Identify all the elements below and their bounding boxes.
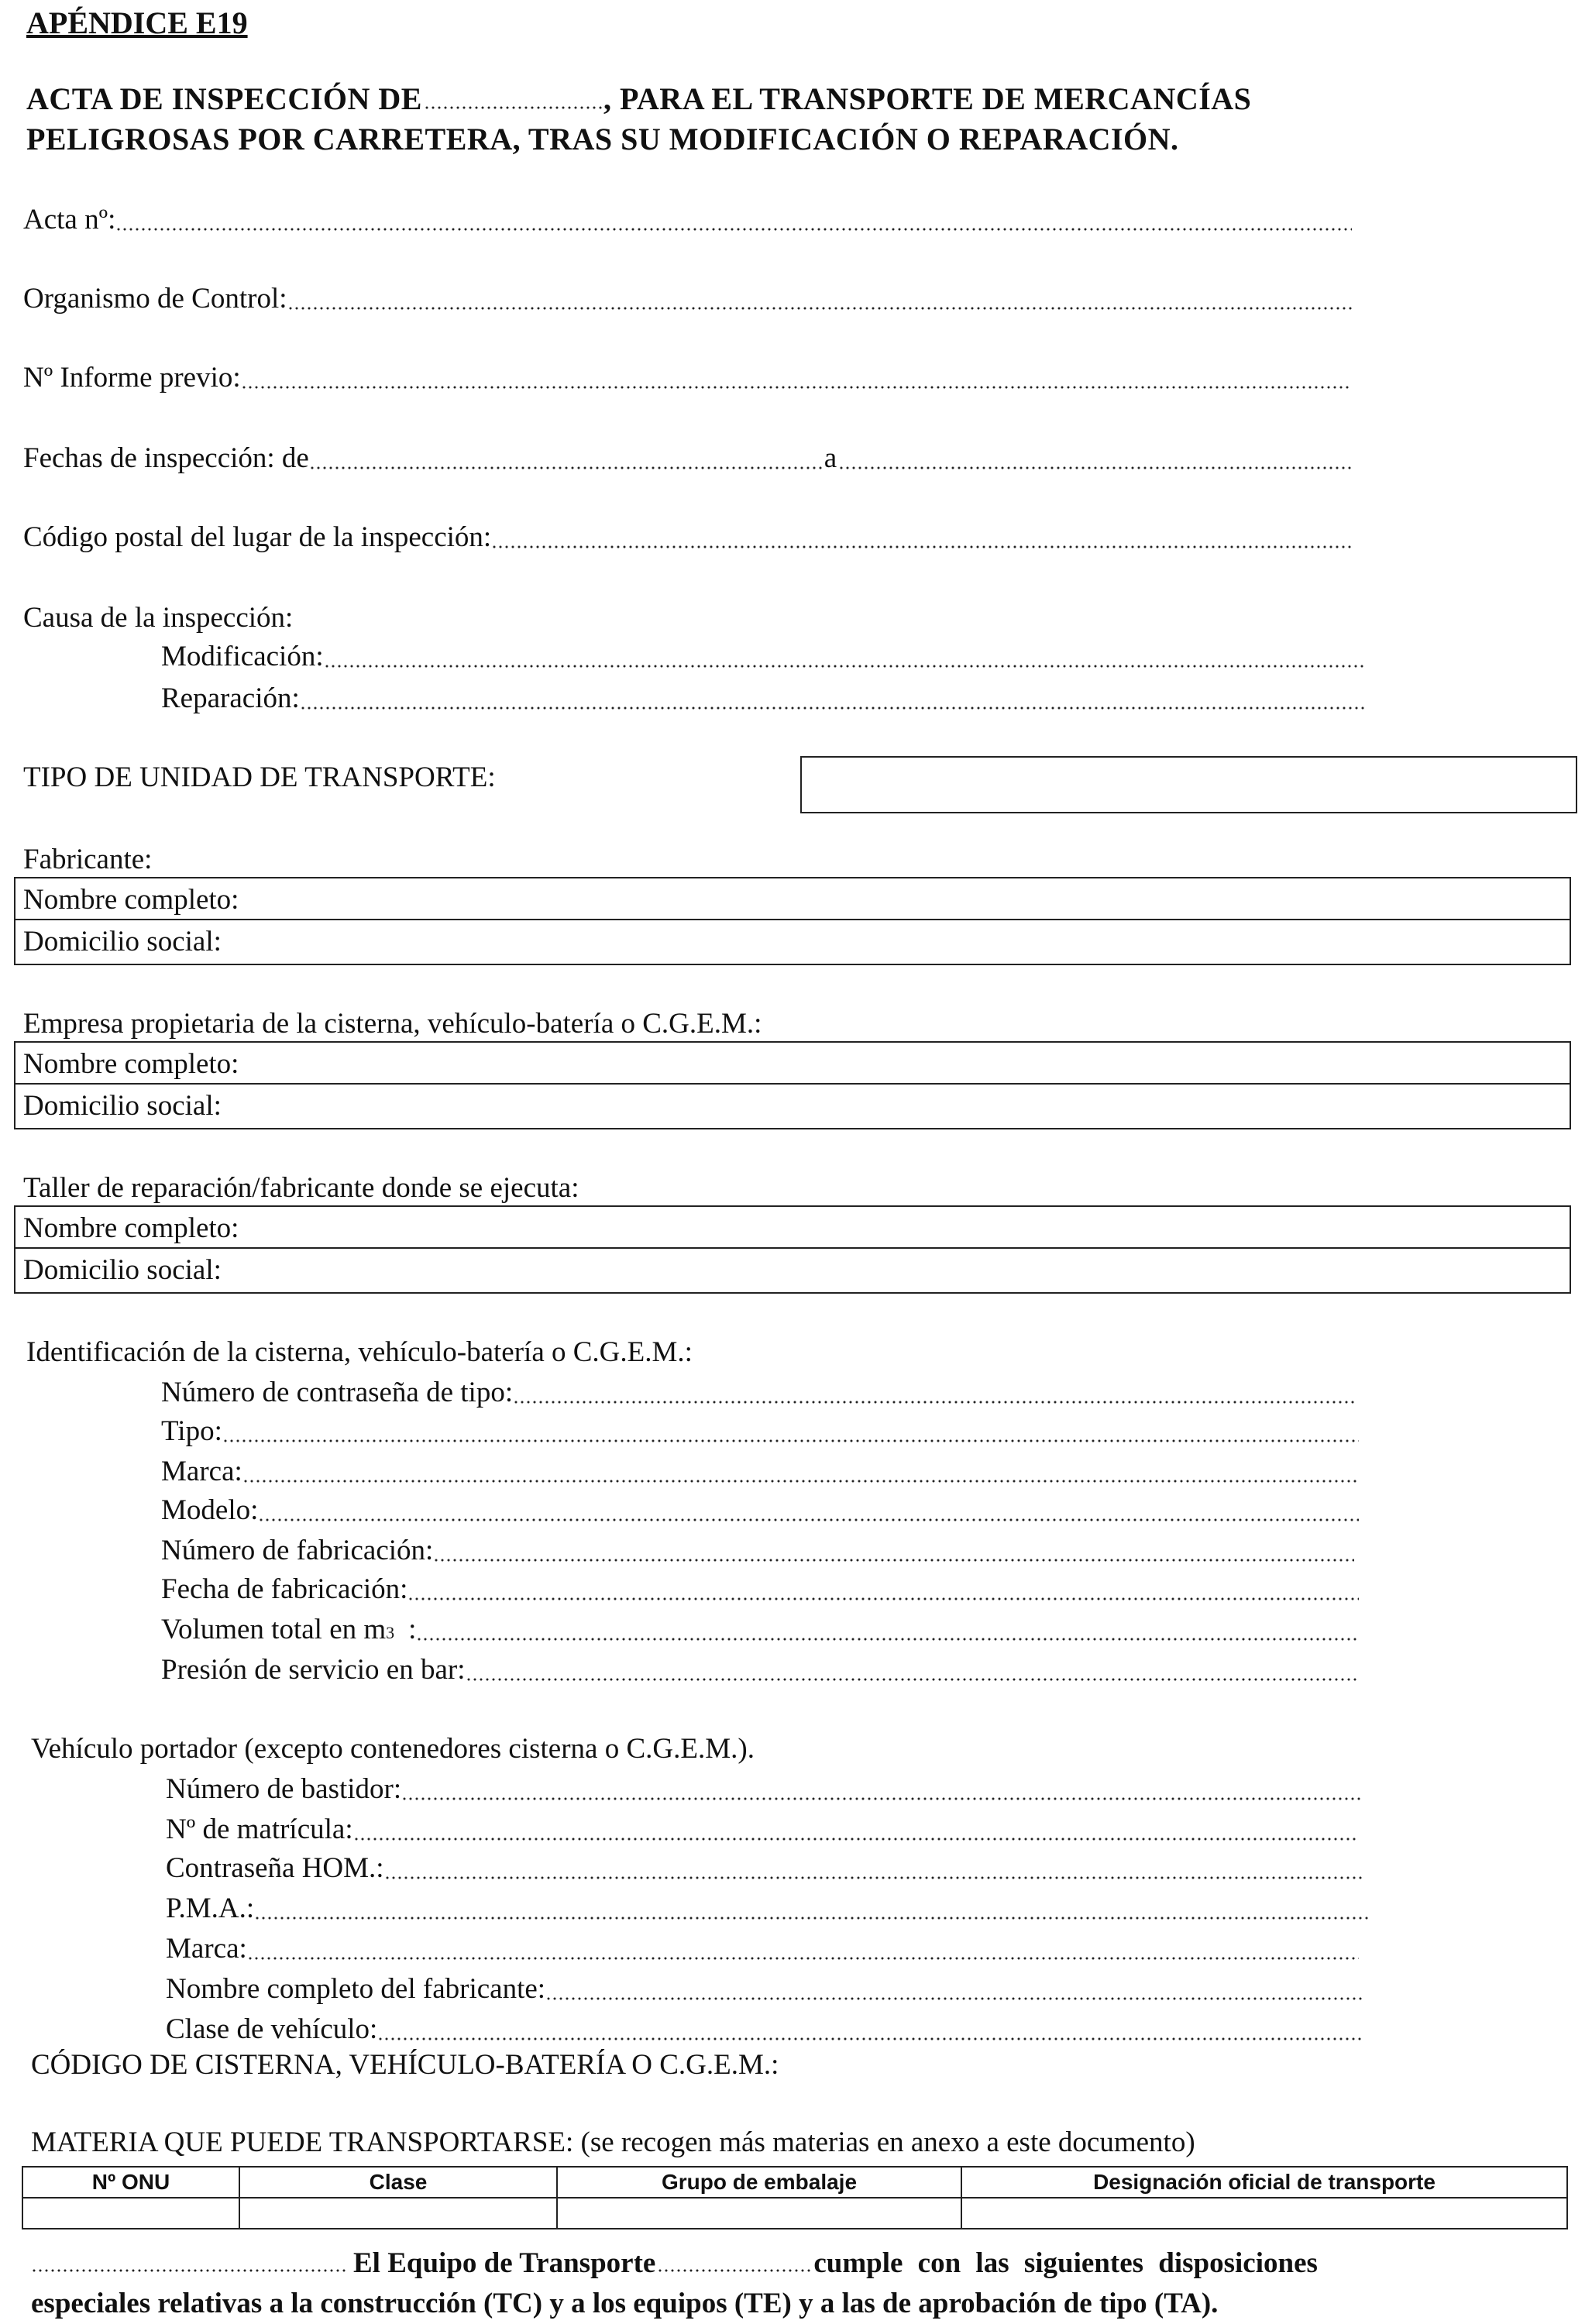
fabricante-label: Fabricante: bbox=[23, 844, 153, 875]
marca-vehiculo-field[interactable] bbox=[166, 1932, 1359, 1965]
hom-field[interactable] bbox=[166, 1851, 1363, 1885]
final-statement-line1 bbox=[31, 2247, 1565, 2280]
taller-domicilio[interactable]: Domicilio social: bbox=[23, 1254, 222, 1286]
modificacion-label: Modificación: bbox=[161, 641, 324, 672]
materia-label: MATERIA QUE PUEDE TRANSPORTARSE: (se recogen más materias en anexo a este documento) bbox=[31, 2126, 1195, 2158]
modificacion-field[interactable] bbox=[161, 640, 1366, 673]
table-row bbox=[22, 2198, 1567, 2229]
empresa-box bbox=[14, 1041, 1571, 1129]
cell-onu[interactable] bbox=[22, 2198, 239, 2229]
empresa-domicilio[interactable]: Domicilio social: bbox=[23, 1090, 222, 1122]
fecha-fabricacion-field[interactable] bbox=[161, 1573, 1359, 1606]
pma-label: P.M.A.: bbox=[166, 1893, 255, 1924]
bastidor-label: Número de bastidor: bbox=[166, 1773, 402, 1805]
marca-cisterna-field[interactable] bbox=[161, 1455, 1359, 1488]
fabricante-vehiculo-field[interactable] bbox=[166, 1972, 1363, 2006]
final-blank-1[interactable] bbox=[31, 2269, 349, 2272]
volumen-superscript: 3 bbox=[386, 1623, 395, 1642]
document-title-line2: PELIGROSAS POR CARRETERA, TRAS SU MODIFICACIÓN O REPARACIÓN. bbox=[26, 122, 1179, 156]
taller-label: Taller de reparación/fabricante donde se ejecuta: bbox=[23, 1172, 579, 1204]
matricula-field[interactable] bbox=[166, 1813, 1359, 1846]
matricula-label: Nº de matrícula: bbox=[166, 1813, 353, 1845]
fabricante-domicilio[interactable]: Domicilio social: bbox=[23, 926, 222, 957]
numero-fabricacion-label: Número de fabricación: bbox=[161, 1535, 434, 1566]
contrasena-tipo-field[interactable] bbox=[161, 1376, 1354, 1409]
informe-field[interactable] bbox=[23, 361, 1352, 394]
tipo-unidad-box[interactable] bbox=[800, 756, 1577, 813]
document-title-line1 bbox=[26, 81, 1565, 117]
numero-fabricacion-field[interactable] bbox=[161, 1534, 1354, 1567]
codigo-cisterna-label: CÓDIGO DE CISTERNA, VEHÍCULO-BATERÍA O C.G.E.M.: bbox=[31, 2049, 779, 2081]
acta-label: Acta nº: bbox=[23, 204, 116, 235]
reparacion-label: Reparación: bbox=[161, 682, 300, 714]
vehiculo-label: Vehículo portador (excepto contenedores cisterna o C.G.E.M.). bbox=[31, 1733, 755, 1765]
fechas-a-label: a bbox=[824, 442, 837, 474]
causa-label: Causa de la inspección: bbox=[23, 602, 294, 634]
title-blank[interactable] bbox=[424, 106, 602, 109]
cell-clase[interactable] bbox=[239, 2198, 557, 2229]
final-statement-line2: especiales relativas a la construcción (TC) y a los equipos (TE) y a las de aprobación de tipo (TA). bbox=[31, 2288, 1219, 2319]
codigo-postal-field[interactable] bbox=[23, 521, 1352, 554]
reparacion-field[interactable] bbox=[161, 682, 1366, 715]
hom-label: Contraseña HOM.: bbox=[166, 1852, 384, 1884]
cell-grupo[interactable] bbox=[557, 2198, 961, 2229]
organismo-label: Organismo de Control: bbox=[23, 283, 287, 315]
taller-box bbox=[14, 1205, 1571, 1294]
fabricante-nombre[interactable]: Nombre completo: bbox=[23, 884, 239, 916]
materia-table bbox=[22, 2166, 1568, 2229]
tipo-unidad-label: TIPO DE UNIDAD DE TRANSPORTE: bbox=[23, 761, 496, 793]
col-clase: Clase bbox=[239, 2167, 557, 2198]
empresa-label: Empresa propietaria de la cisterna, vehículo-batería o C.G.E.M.: bbox=[23, 1008, 762, 1040]
fechas-de-label: Fechas de inspección: de bbox=[23, 442, 309, 474]
marca-cisterna-label: Marca: bbox=[161, 1456, 242, 1487]
col-designacion: Designación oficial de transporte bbox=[961, 2167, 1567, 2198]
empresa-nombre[interactable]: Nombre completo: bbox=[23, 1048, 239, 1080]
clase-vehiculo-field[interactable] bbox=[166, 2013, 1363, 2046]
marca-vehiculo-label: Marca: bbox=[166, 1933, 247, 1965]
acta-field[interactable] bbox=[23, 203, 1352, 236]
appendix-heading: APÉNDICE E19 bbox=[26, 5, 248, 40]
title-part-a: ACTA DE INSPECCIÓN DE bbox=[26, 81, 422, 116]
materia-table-header bbox=[22, 2167, 1567, 2198]
modelo-field[interactable] bbox=[161, 1494, 1359, 1527]
volumen-field[interactable] bbox=[161, 1613, 1359, 1646]
presion-field[interactable] bbox=[161, 1653, 1359, 1686]
presion-label: Presión de servicio en bar: bbox=[161, 1654, 466, 1686]
taller-nombre[interactable]: Nombre completo: bbox=[23, 1212, 239, 1244]
clase-vehiculo-label: Clase de vehículo: bbox=[166, 2013, 378, 2045]
modelo-label: Modelo: bbox=[161, 1494, 259, 1526]
pma-field[interactable] bbox=[166, 1892, 1371, 1925]
volumen-label: Volumen total en m bbox=[161, 1614, 387, 1645]
fecha-fabricacion-label: Fecha de fabricación: bbox=[161, 1573, 408, 1605]
organismo-field[interactable] bbox=[23, 282, 1352, 315]
title-part-b: , PARA EL TRANSPORTE DE MERCANCÍAS bbox=[603, 81, 1252, 116]
volumen-colon: : bbox=[408, 1614, 417, 1645]
contrasena-tipo-label: Número de contraseña de tipo: bbox=[161, 1377, 514, 1408]
final-part1: El Equipo de Transporte bbox=[353, 2247, 656, 2279]
bastidor-field[interactable] bbox=[166, 1772, 1363, 1806]
informe-label: Nº Informe previo: bbox=[23, 362, 241, 394]
codigo-postal-label: Código postal del lugar de la inspección: bbox=[23, 521, 492, 553]
final-part2: cumple con las siguientes disposiciones bbox=[813, 2247, 1318, 2279]
tipo-field[interactable] bbox=[161, 1415, 1359, 1448]
cell-designacion[interactable] bbox=[961, 2198, 1567, 2229]
col-grupo-embalaje: Grupo de embalaje bbox=[557, 2167, 961, 2198]
final-blank-2[interactable] bbox=[657, 2269, 812, 2272]
fabricante-box bbox=[14, 877, 1571, 965]
identificacion-label: Identificación de la cisterna, vehículo-batería o C.G.E.M.: bbox=[26, 1336, 693, 1368]
fechas-field[interactable] bbox=[23, 442, 1352, 475]
fabricante-vehiculo-label: Nombre completo del fabricante: bbox=[166, 1973, 546, 2005]
tipo-label: Tipo: bbox=[161, 1415, 222, 1447]
col-onu: Nº ONU bbox=[22, 2167, 239, 2198]
